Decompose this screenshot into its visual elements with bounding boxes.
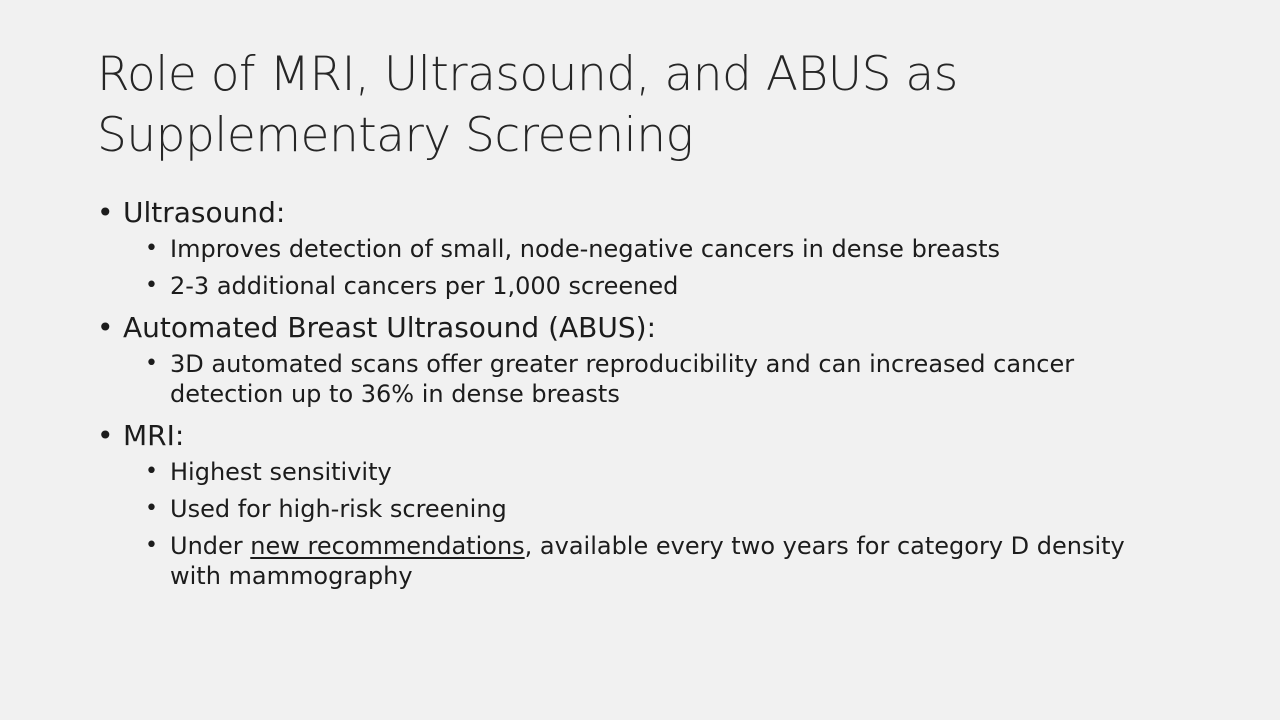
list-item-text: 2-3 additional cancers per 1,000 screened bbox=[170, 272, 679, 300]
new-recommendations-link[interactable]: new recommendations bbox=[250, 532, 525, 560]
bullet-icon: • bbox=[97, 419, 114, 452]
slide-title bbox=[97, 44, 1197, 166]
section-heading-abus bbox=[97, 309, 1177, 347]
list-item bbox=[97, 457, 1177, 487]
bullet-icon: • bbox=[97, 196, 114, 229]
bullet-icon: • bbox=[145, 496, 158, 521]
section-heading-label: Automated Breast Ultrasound (ABUS): bbox=[123, 311, 656, 344]
sub-bullet-list bbox=[97, 457, 1177, 591]
section-heading-mri bbox=[97, 417, 1177, 455]
list-item-text: Improves detection of small, node-negative cancers in dense breasts bbox=[170, 235, 1001, 263]
sub-bullet-list bbox=[97, 349, 1177, 409]
section-heading-ultrasound bbox=[97, 194, 1177, 232]
list-item-text: Highest sensitivity bbox=[170, 458, 392, 486]
section-heading-label: Ultrasound: bbox=[123, 196, 286, 229]
title-line-1: Role of MRI, Ultrasound, and ABUS as bbox=[97, 47, 958, 102]
list-item bbox=[97, 349, 1177, 409]
slide-body bbox=[97, 192, 1177, 599]
list-item bbox=[97, 271, 1177, 301]
list-item bbox=[97, 494, 1177, 524]
bullet-icon: • bbox=[145, 459, 158, 484]
list-item bbox=[97, 531, 1177, 591]
bullet-icon: • bbox=[145, 273, 158, 298]
bullet-icon: • bbox=[97, 311, 114, 344]
bullet-icon: • bbox=[145, 351, 158, 376]
list-item-prefix: Under bbox=[170, 532, 251, 560]
list-item-text: 3D automated scans offer greater reproducibility and can increased cancer detection up to 36% in dense breasts bbox=[170, 350, 1075, 408]
list-item-text: Used for high-risk screening bbox=[170, 495, 507, 523]
list-item bbox=[97, 234, 1177, 264]
bullet-icon: • bbox=[145, 533, 158, 558]
list-item-suffix: , available every two years for category D density with mammography bbox=[170, 532, 1125, 590]
sub-bullet-list bbox=[97, 234, 1177, 301]
section-heading-label: MRI: bbox=[123, 419, 185, 452]
title-line-2: Supplementary Screening bbox=[97, 108, 694, 163]
bullet-icon: • bbox=[145, 236, 158, 261]
